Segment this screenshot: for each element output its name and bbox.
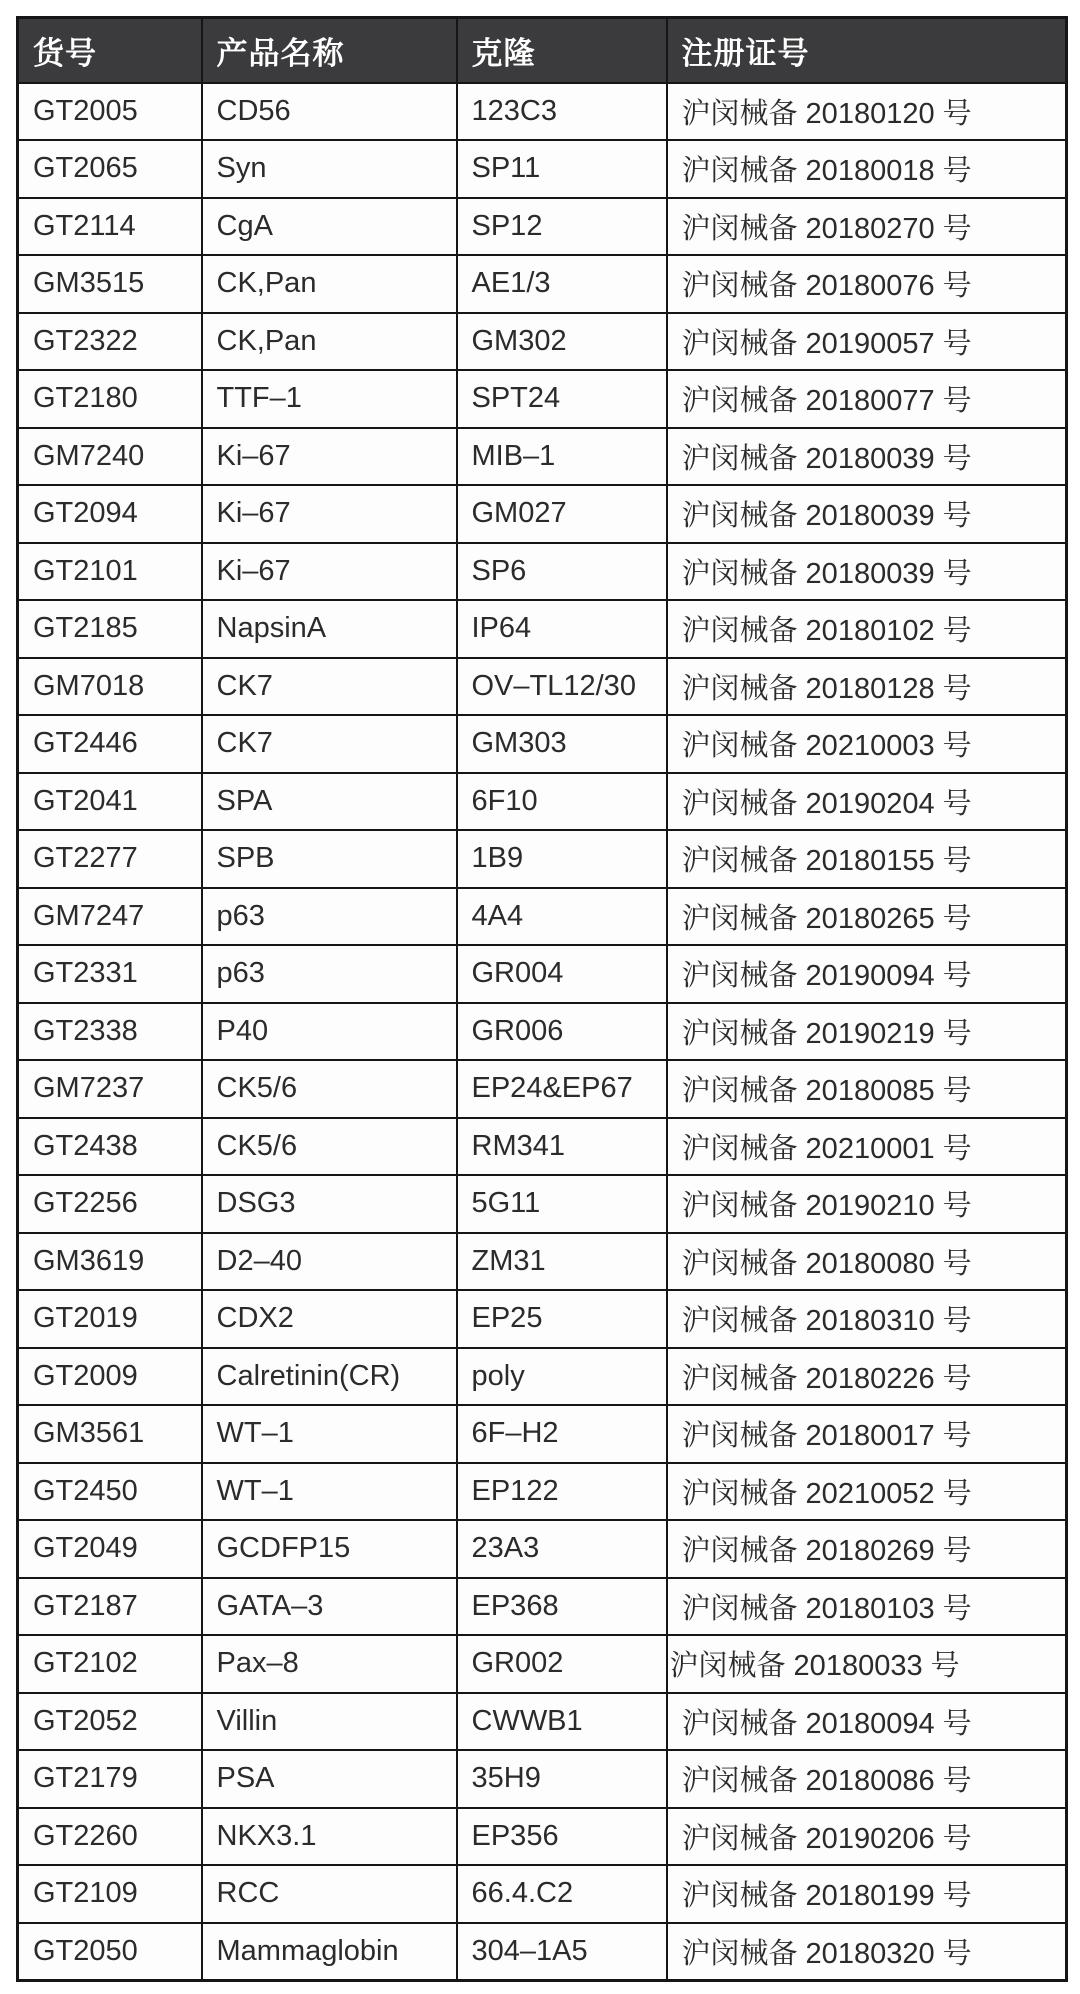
- table-row: [18, 1003, 1067, 1061]
- cell-registration: 沪闵械备 20180033 号: [667, 1635, 1067, 1693]
- cell-product-name: Ki–67: [202, 428, 457, 486]
- cell-sku: GT2109: [18, 1865, 202, 1923]
- cell-clone: GM303: [457, 715, 667, 773]
- cell-registration: 沪闵械备 20210052 号: [667, 1463, 1067, 1521]
- table-row: [18, 1348, 1067, 1406]
- cell-sku: GT2041: [18, 773, 202, 831]
- table-row: [18, 888, 1067, 946]
- cell-product-name: SPB: [202, 830, 457, 888]
- cell-clone: 23A3: [457, 1520, 667, 1578]
- cell-clone: SP6: [457, 543, 667, 601]
- cell-clone: 5G11: [457, 1175, 667, 1233]
- cell-clone: GR004: [457, 945, 667, 1003]
- table-row: [18, 1118, 1067, 1176]
- cell-sku: GT2438: [18, 1118, 202, 1176]
- table-row: [18, 715, 1067, 773]
- cell-sku: GT2277: [18, 830, 202, 888]
- cell-registration: 沪闵械备 20180086 号: [667, 1750, 1067, 1808]
- cell-clone: 304–1A5: [457, 1923, 667, 1981]
- table-row: [18, 255, 1067, 313]
- cell-product-name: CgA: [202, 198, 457, 256]
- cell-clone: EP25: [457, 1290, 667, 1348]
- cell-product-name: NapsinA: [202, 600, 457, 658]
- cell-registration: 沪闵械备 20210001 号: [667, 1118, 1067, 1176]
- table-row: [18, 1520, 1067, 1578]
- cell-registration: 沪闵械备 20180120 号: [667, 83, 1067, 141]
- cell-registration: 沪闵械备 20190206 号: [667, 1808, 1067, 1866]
- cell-registration: 沪闵械备 20190210 号: [667, 1175, 1067, 1233]
- cell-clone: EP368: [457, 1578, 667, 1636]
- cell-sku: GT2260: [18, 1808, 202, 1866]
- cell-clone: MIB–1: [457, 428, 667, 486]
- cell-product-name: CK5/6: [202, 1118, 457, 1176]
- cell-product-name: PSA: [202, 1750, 457, 1808]
- cell-clone: EP24&EP67: [457, 1060, 667, 1118]
- cell-sku: GM7240: [18, 428, 202, 486]
- table-row: [18, 140, 1067, 198]
- cell-sku: GM7018: [18, 658, 202, 716]
- cell-clone: 123C3: [457, 83, 667, 141]
- cell-registration: 沪闵械备 20180269 号: [667, 1520, 1067, 1578]
- cell-product-name: Villin: [202, 1693, 457, 1751]
- table-body: [18, 83, 1067, 1981]
- table-row: [18, 1463, 1067, 1521]
- cell-sku: GM7247: [18, 888, 202, 946]
- table-row: [18, 198, 1067, 256]
- cell-registration: 沪闵械备 20180102 号: [667, 600, 1067, 658]
- cell-sku: GT2009: [18, 1348, 202, 1406]
- cell-registration: 沪闵械备 20180039 号: [667, 485, 1067, 543]
- cell-registration: 沪闵械备 20180080 号: [667, 1233, 1067, 1291]
- cell-product-name: Mammaglobin: [202, 1923, 457, 1981]
- cell-sku: GM3561: [18, 1405, 202, 1463]
- table-row: [18, 1290, 1067, 1348]
- table-row: [18, 1060, 1067, 1118]
- cell-clone: SP11: [457, 140, 667, 198]
- cell-product-name: CK,Pan: [202, 313, 457, 371]
- cell-clone: ZM31: [457, 1233, 667, 1291]
- cell-clone: SPT24: [457, 370, 667, 428]
- cell-product-name: RCC: [202, 1865, 457, 1923]
- cell-clone: EP356: [457, 1808, 667, 1866]
- cell-registration: 沪闵械备 20210003 号: [667, 715, 1067, 773]
- cell-product-name: Ki–67: [202, 543, 457, 601]
- cell-clone: 6F10: [457, 773, 667, 831]
- table-row: [18, 1578, 1067, 1636]
- cell-sku: GM3515: [18, 255, 202, 313]
- table-row: [18, 1750, 1067, 1808]
- table-row: [18, 773, 1067, 831]
- cell-registration: 沪闵械备 20180039 号: [667, 428, 1067, 486]
- cell-product-name: SPA: [202, 773, 457, 831]
- cell-sku: GT2050: [18, 1923, 202, 1981]
- cell-sku: GT2180: [18, 370, 202, 428]
- cell-product-name: CDX2: [202, 1290, 457, 1348]
- cell-registration: 沪闵械备 20180226 号: [667, 1348, 1067, 1406]
- cell-registration: 沪闵械备 20180077 号: [667, 370, 1067, 428]
- cell-registration: 沪闵械备 20190094 号: [667, 945, 1067, 1003]
- cell-sku: GT2094: [18, 485, 202, 543]
- cell-clone: 35H9: [457, 1750, 667, 1808]
- cell-clone: 1B9: [457, 830, 667, 888]
- table-row: [18, 1405, 1067, 1463]
- cell-sku: GM3619: [18, 1233, 202, 1291]
- cell-product-name: CK7: [202, 715, 457, 773]
- cell-clone: poly: [457, 1348, 667, 1406]
- cell-sku: GT2179: [18, 1750, 202, 1808]
- cell-clone: RM341: [457, 1118, 667, 1176]
- table-row: [18, 428, 1067, 486]
- cell-product-name: GATA–3: [202, 1578, 457, 1636]
- cell-sku: GT2185: [18, 600, 202, 658]
- cell-product-name: GCDFP15: [202, 1520, 457, 1578]
- table-row: [18, 370, 1067, 428]
- cell-sku: GT2256: [18, 1175, 202, 1233]
- cell-sku: GT2114: [18, 198, 202, 256]
- cell-registration: 沪闵械备 20180320 号: [667, 1923, 1067, 1981]
- cell-clone: OV–TL12/30: [457, 658, 667, 716]
- cell-sku: GT2065: [18, 140, 202, 198]
- cell-clone: SP12: [457, 198, 667, 256]
- cell-product-name: CD56: [202, 83, 457, 141]
- cell-product-name: WT–1: [202, 1463, 457, 1521]
- cell-clone: 6F–H2: [457, 1405, 667, 1463]
- cell-sku: GT2338: [18, 1003, 202, 1061]
- cell-clone: 66.4.C2: [457, 1865, 667, 1923]
- cell-product-name: CK,Pan: [202, 255, 457, 313]
- cell-product-name: CK5/6: [202, 1060, 457, 1118]
- table-row: [18, 658, 1067, 716]
- table-row: [18, 543, 1067, 601]
- cell-product-name: Calretinin(CR): [202, 1348, 457, 1406]
- cell-sku: GT2005: [18, 83, 202, 141]
- cell-product-name: p63: [202, 945, 457, 1003]
- cell-product-name: NKX3.1: [202, 1808, 457, 1866]
- cell-clone: GR006: [457, 1003, 667, 1061]
- cell-registration: 沪闵械备 20180128 号: [667, 658, 1067, 716]
- cell-registration: 沪闵械备 20190057 号: [667, 313, 1067, 371]
- cell-sku: GT2446: [18, 715, 202, 773]
- cell-registration: 沪闵械备 20180310 号: [667, 1290, 1067, 1348]
- cell-sku: GM7237: [18, 1060, 202, 1118]
- column-header-product-name: 产品名称: [202, 18, 457, 83]
- cell-registration: 沪闵械备 20180265 号: [667, 888, 1067, 946]
- column-header-clone: 克隆: [457, 18, 667, 83]
- table-row: [18, 83, 1067, 141]
- table-row: [18, 1865, 1067, 1923]
- cell-clone: IP64: [457, 600, 667, 658]
- cell-sku: GT2101: [18, 543, 202, 601]
- cell-clone: AE1/3: [457, 255, 667, 313]
- cell-product-name: WT–1: [202, 1405, 457, 1463]
- table-row: [18, 1923, 1067, 1981]
- cell-product-name: Ki–67: [202, 485, 457, 543]
- cell-product-name: P40: [202, 1003, 457, 1061]
- cell-registration: 沪闵械备 20180094 号: [667, 1693, 1067, 1751]
- cell-product-name: TTF–1: [202, 370, 457, 428]
- cell-clone: 4A4: [457, 888, 667, 946]
- table-row: [18, 1693, 1067, 1751]
- table-row: [18, 830, 1067, 888]
- table-row: [18, 945, 1067, 1003]
- cell-registration: 沪闵械备 20180103 号: [667, 1578, 1067, 1636]
- table-header: [18, 18, 1067, 83]
- product-table: [16, 16, 1068, 1982]
- cell-registration: 沪闵械备 20180199 号: [667, 1865, 1067, 1923]
- cell-sku: GT2322: [18, 313, 202, 371]
- cell-registration: 沪闵械备 20180155 号: [667, 830, 1067, 888]
- column-header-registration: 注册证号: [667, 18, 1067, 83]
- cell-product-name: DSG3: [202, 1175, 457, 1233]
- cell-clone: GM027: [457, 485, 667, 543]
- cell-registration: 沪闵械备 20180270 号: [667, 198, 1067, 256]
- table-row: [18, 1808, 1067, 1866]
- cell-clone: GR002: [457, 1635, 667, 1693]
- table-row: [18, 313, 1067, 371]
- cell-clone: GM302: [457, 313, 667, 371]
- cell-registration: 沪闵械备 20180085 号: [667, 1060, 1067, 1118]
- cell-product-name: D2–40: [202, 1233, 457, 1291]
- table-row: [18, 1233, 1067, 1291]
- cell-sku: GT2450: [18, 1463, 202, 1521]
- cell-sku: GT2049: [18, 1520, 202, 1578]
- table-row: [18, 485, 1067, 543]
- table-row: [18, 1175, 1067, 1233]
- cell-registration: 沪闵械备 20180076 号: [667, 255, 1067, 313]
- cell-sku: GT2187: [18, 1578, 202, 1636]
- cell-registration: 沪闵械备 20180039 号: [667, 543, 1067, 601]
- table-row: [18, 600, 1067, 658]
- cell-clone: CWWB1: [457, 1693, 667, 1751]
- cell-clone: EP122: [457, 1463, 667, 1521]
- cell-registration: 沪闵械备 20180018 号: [667, 140, 1067, 198]
- table-row: [18, 1635, 1067, 1693]
- header-row: [18, 18, 1067, 83]
- cell-product-name: Pax–8: [202, 1635, 457, 1693]
- cell-sku: GT2019: [18, 1290, 202, 1348]
- cell-registration: 沪闵械备 20190204 号: [667, 773, 1067, 831]
- cell-product-name: CK7: [202, 658, 457, 716]
- column-header-sku: 货号: [18, 18, 202, 83]
- cell-sku: GT2052: [18, 1693, 202, 1751]
- cell-product-name: p63: [202, 888, 457, 946]
- cell-sku: GT2331: [18, 945, 202, 1003]
- cell-sku: GT2102: [18, 1635, 202, 1693]
- cell-registration: 沪闵械备 20190219 号: [667, 1003, 1067, 1061]
- cell-product-name: Syn: [202, 140, 457, 198]
- cell-registration: 沪闵械备 20180017 号: [667, 1405, 1067, 1463]
